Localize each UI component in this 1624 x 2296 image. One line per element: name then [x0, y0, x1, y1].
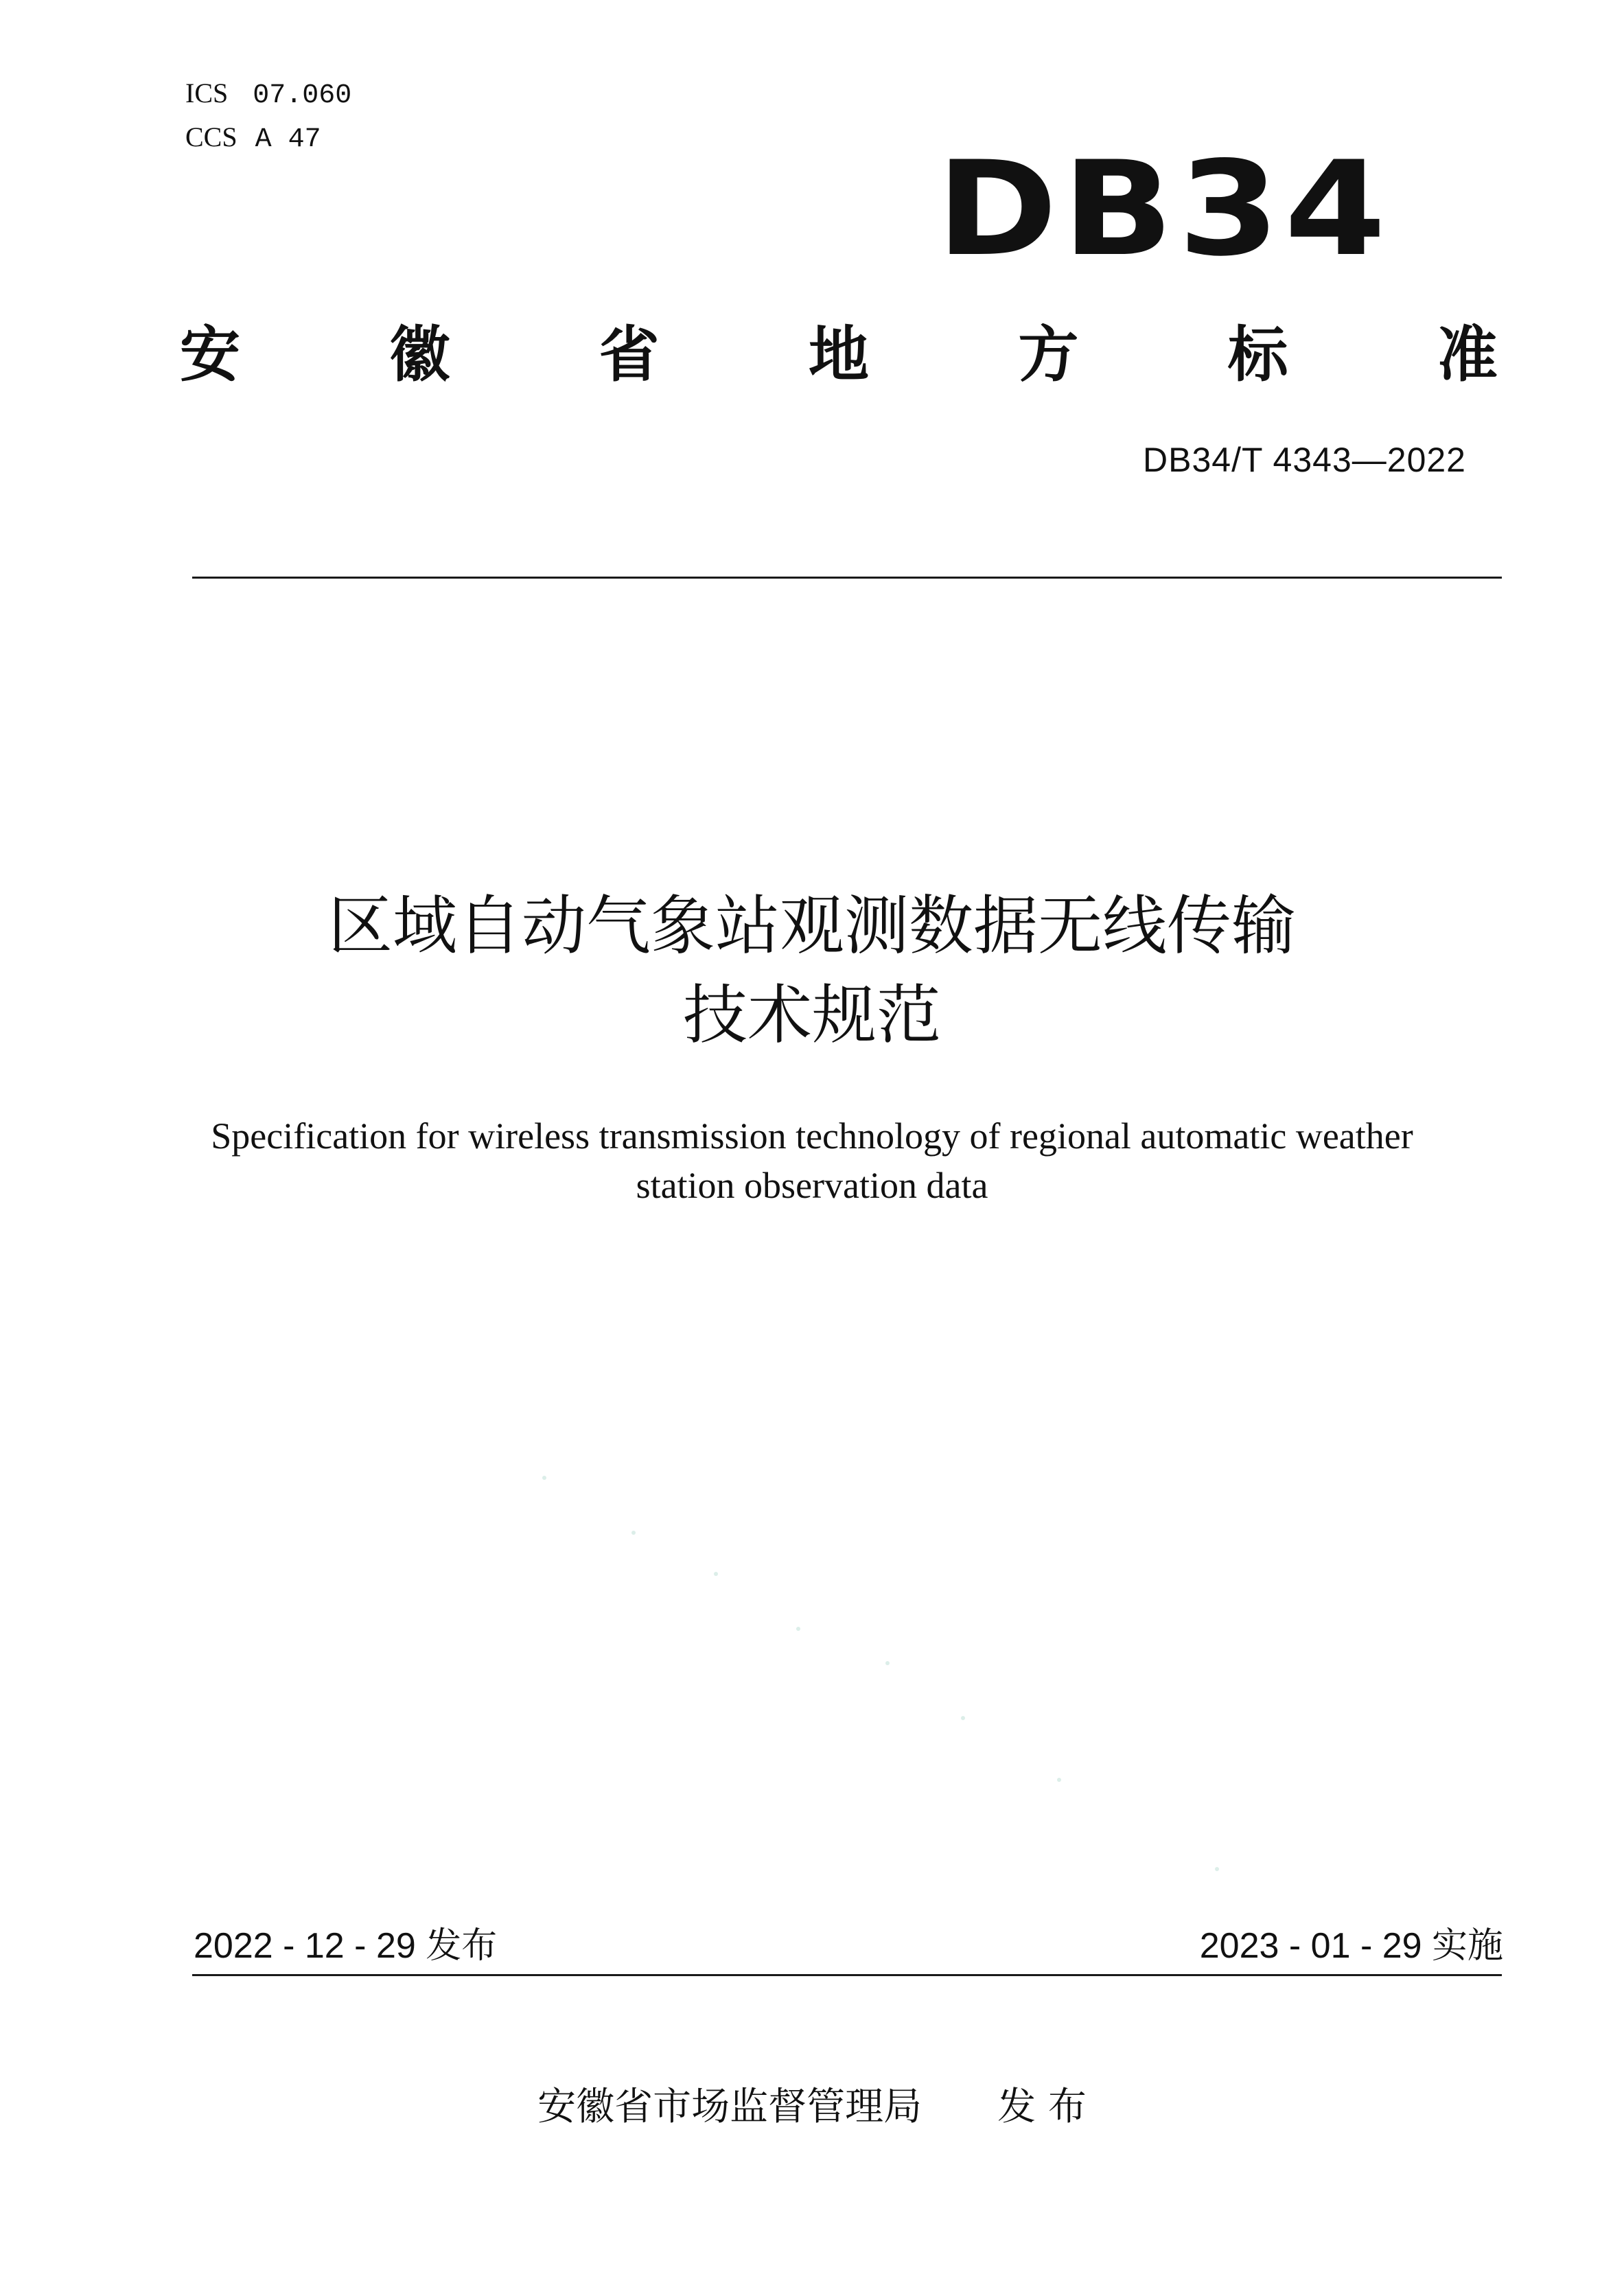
title-zh-line2: 技术规范 [682, 978, 941, 1053]
footer-divider [192, 1974, 1502, 1976]
implementation-date: 2023 - 01 - 29 实施 [1199, 1926, 1503, 1966]
title-en-line1: Specification for wireless transmission technology of regional automatic weather [211, 1115, 1413, 1157]
scan-speck [542, 1476, 546, 1480]
scan-speck [885, 1661, 890, 1665]
ics-classification [185, 77, 351, 113]
standard-type-char: 徽 [389, 319, 450, 390]
issue-date: 2022 - 12 - 29 发布 [194, 1926, 498, 1966]
standard-type-char: 方 [1018, 319, 1079, 390]
ics-code: 07.060 [253, 80, 352, 111]
standard-type-char: 安 [180, 319, 241, 390]
db34-logo: DB34 [936, 133, 1391, 285]
scan-speck [961, 1716, 965, 1720]
ccs-label: CCS [185, 121, 237, 152]
header-divider [192, 577, 1502, 579]
scan-speck [1057, 1778, 1061, 1782]
scan-speck [1215, 1867, 1219, 1871]
ics-label: ICS [185, 78, 229, 108]
title-zh-line1: 区域自动气象站观测数据无线传输 [327, 889, 1296, 964]
ccs-code: A 47 [255, 124, 321, 155]
standard-type-heading [180, 309, 1498, 391]
publisher-name: 安徽省市场监督管理局 [537, 2085, 923, 2129]
ccs-classification [185, 121, 321, 156]
standard-type-char: 准 [1437, 319, 1498, 390]
standard-number: DB34/T 4343—2022 [1143, 441, 1466, 479]
standard-type-char: 省 [599, 319, 660, 390]
title-en-line2: station observation data [636, 1165, 988, 1206]
scan-speck [796, 1627, 800, 1631]
scan-speck [714, 1572, 718, 1576]
scan-speck [631, 1531, 636, 1535]
standard-type-char: 地 [808, 319, 869, 390]
publisher-line [0, 2080, 1624, 2135]
publisher-action: 发 布 [997, 2085, 1087, 2129]
standard-type-char: 标 [1227, 319, 1288, 390]
